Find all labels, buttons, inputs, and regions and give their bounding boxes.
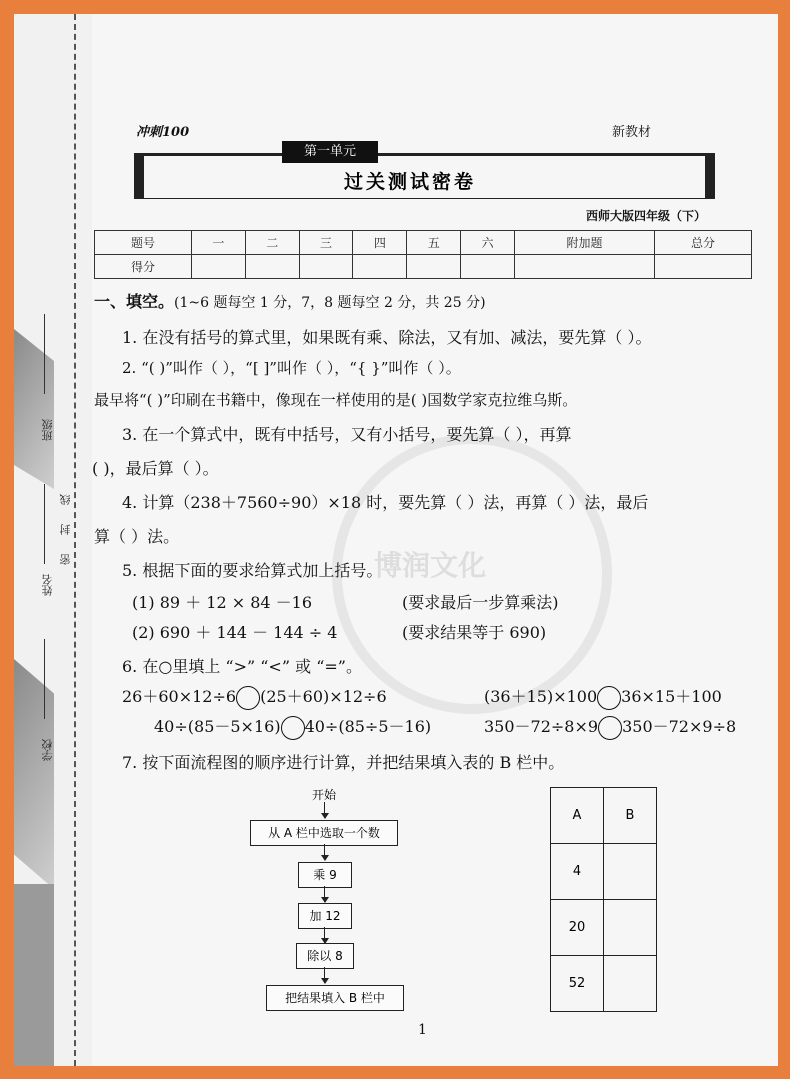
compare-circle[interactable] — [236, 686, 260, 710]
flow-start: 开始 — [311, 788, 336, 802]
table-row — [551, 956, 657, 1012]
question-5-2: (2) 690 ＋ 144 － 144 ÷ 4 — [132, 623, 338, 642]
table-cell: 52 — [551, 956, 604, 1012]
score-table — [94, 230, 752, 279]
section-heading — [94, 289, 486, 312]
table-cell: 一 — [191, 231, 245, 255]
question-4-cont: 算（ ）法。 — [94, 527, 180, 546]
compare-row — [484, 714, 736, 740]
score-field[interactable] — [407, 255, 461, 279]
class-label: 班级 — [41, 419, 54, 441]
cut-line — [74, 14, 76, 1066]
exam-paper — [14, 14, 778, 1066]
compare-circle[interactable] — [281, 716, 305, 740]
score-field[interactable] — [353, 255, 407, 279]
expression: 36×15＋100 — [621, 687, 722, 706]
watermark-text: 博润文化 — [374, 549, 487, 582]
page-number: 1 — [418, 1022, 427, 1038]
answer-cell[interactable] — [604, 900, 657, 956]
answer-cell[interactable] — [604, 844, 657, 900]
answer-cell[interactable] — [604, 956, 657, 1012]
compare-row — [122, 684, 387, 710]
table-row — [95, 231, 752, 255]
flow-arrow — [324, 802, 325, 818]
question-5-1: (1) 89 ＋ 12 × 84 －16 — [132, 593, 313, 612]
question-7: 7. 按下面流程图的顺序进行计算，并把结果填入表的 B 栏中。 — [122, 753, 565, 772]
table-row — [551, 900, 657, 956]
table-cell: 附加题 — [515, 231, 655, 255]
table-header: A — [551, 788, 604, 844]
question-4: 4. 计算（238＋7560÷90）×18 时，要先算（ ）法，再算（ ）法，最后 — [122, 493, 649, 512]
seal-char: 线 — [59, 494, 72, 505]
table-cell: 六 — [461, 231, 515, 255]
margin-shadow — [14, 659, 54, 889]
question-3: 3. 在一个算式中，既有中括号，又有小括号，要先算（ ），再算 — [122, 425, 572, 444]
table-cell: 20 — [551, 900, 604, 956]
table-row — [551, 788, 657, 844]
margin-line — [44, 639, 45, 719]
question-5-1-req: (要求最后一步算乘法) — [402, 593, 559, 612]
score-field[interactable] — [655, 255, 752, 279]
table-cell: 总分 — [655, 231, 752, 255]
flow-step: 除以 8 — [296, 943, 354, 969]
name-label: 姓名 — [41, 574, 54, 596]
seal-char: 密 — [59, 554, 72, 565]
expression: (25＋60)×12÷6 — [260, 687, 387, 706]
margin-shadow — [14, 884, 54, 1066]
expression: 350－72÷8×9 — [484, 717, 599, 736]
question-5: 5. 根据下面的要求给算式加上括号。 — [122, 561, 383, 580]
question-2: 2. “( )”叫作（ ），“[ ]”叫作（ ），“{ }”叫作（ ）。 — [122, 359, 461, 377]
expression: 26＋60×12÷6 — [122, 687, 237, 706]
flow-step: 从 A 栏中选取一个数 — [250, 820, 398, 846]
table-cell: 4 — [551, 844, 604, 900]
section-title: 一、填空。 — [94, 292, 175, 311]
flow-arrow — [324, 844, 325, 860]
exam-title: 过关测试密卷 — [344, 171, 477, 193]
compare-row — [484, 684, 722, 710]
score-field[interactable] — [461, 255, 515, 279]
section-points: (1~6 题每空 1 分，7，8 题每空 2 分，共 25 分) — [174, 295, 486, 311]
table-cell: 得分 — [95, 255, 192, 279]
edition-label: 西师大版四年级（下） — [586, 209, 707, 223]
flow-step: 加 12 — [298, 903, 352, 929]
title-banner — [134, 141, 714, 197]
table-header: B — [604, 788, 657, 844]
compare-circle[interactable] — [597, 686, 621, 710]
compare-circle[interactable] — [598, 716, 622, 740]
table-cell: 四 — [353, 231, 407, 255]
expression: 40÷(85÷5－16) — [304, 717, 432, 736]
unit-tag: 第一单元 — [282, 141, 378, 163]
margin-line — [44, 314, 45, 394]
table-row — [95, 255, 752, 279]
school-label: 学校 — [41, 739, 54, 761]
flow-arrow — [324, 967, 325, 983]
result-table — [550, 787, 657, 1012]
seal-char: 封 — [59, 524, 72, 535]
compare-row — [154, 714, 431, 740]
question-5-2-req: (要求结果等于 690) — [402, 623, 547, 642]
expression: (36＋15)×100 — [484, 687, 598, 706]
flow-step: 乘 9 — [298, 862, 352, 888]
question-6: 6. 在○里填上 “>” “<” 或 “=”。 — [122, 657, 362, 676]
question-3-cont: ( )，最后算（ ）。 — [92, 459, 219, 478]
score-field[interactable] — [245, 255, 299, 279]
table-cell: 题号 — [95, 231, 192, 255]
expression: 350－72×9÷8 — [622, 717, 737, 736]
table-cell: 二 — [245, 231, 299, 255]
table-cell: 三 — [299, 231, 353, 255]
expression: 40÷(85－5×16) — [154, 717, 281, 736]
flow-arrow — [324, 886, 325, 902]
score-field[interactable] — [515, 255, 655, 279]
margin-line — [44, 484, 45, 564]
flow-arrow — [324, 927, 325, 943]
table-cell: 五 — [407, 231, 461, 255]
flow-step: 把结果填入 B 栏中 — [266, 985, 404, 1011]
score-field[interactable] — [191, 255, 245, 279]
textbook-label: 新教材 — [612, 125, 652, 140]
brand-logo: 冲刺100 — [136, 125, 190, 140]
table-row — [551, 844, 657, 900]
question-2-cont: 最早将“( )”印刷在书籍中，像现在一样使用的是( )国数学家克拉维乌斯。 — [94, 391, 578, 409]
question-1: 1. 在没有括号的算式里，如果既有乘、除法，又有加、减法，要先算（ ）。 — [122, 328, 652, 347]
score-field[interactable] — [299, 255, 353, 279]
